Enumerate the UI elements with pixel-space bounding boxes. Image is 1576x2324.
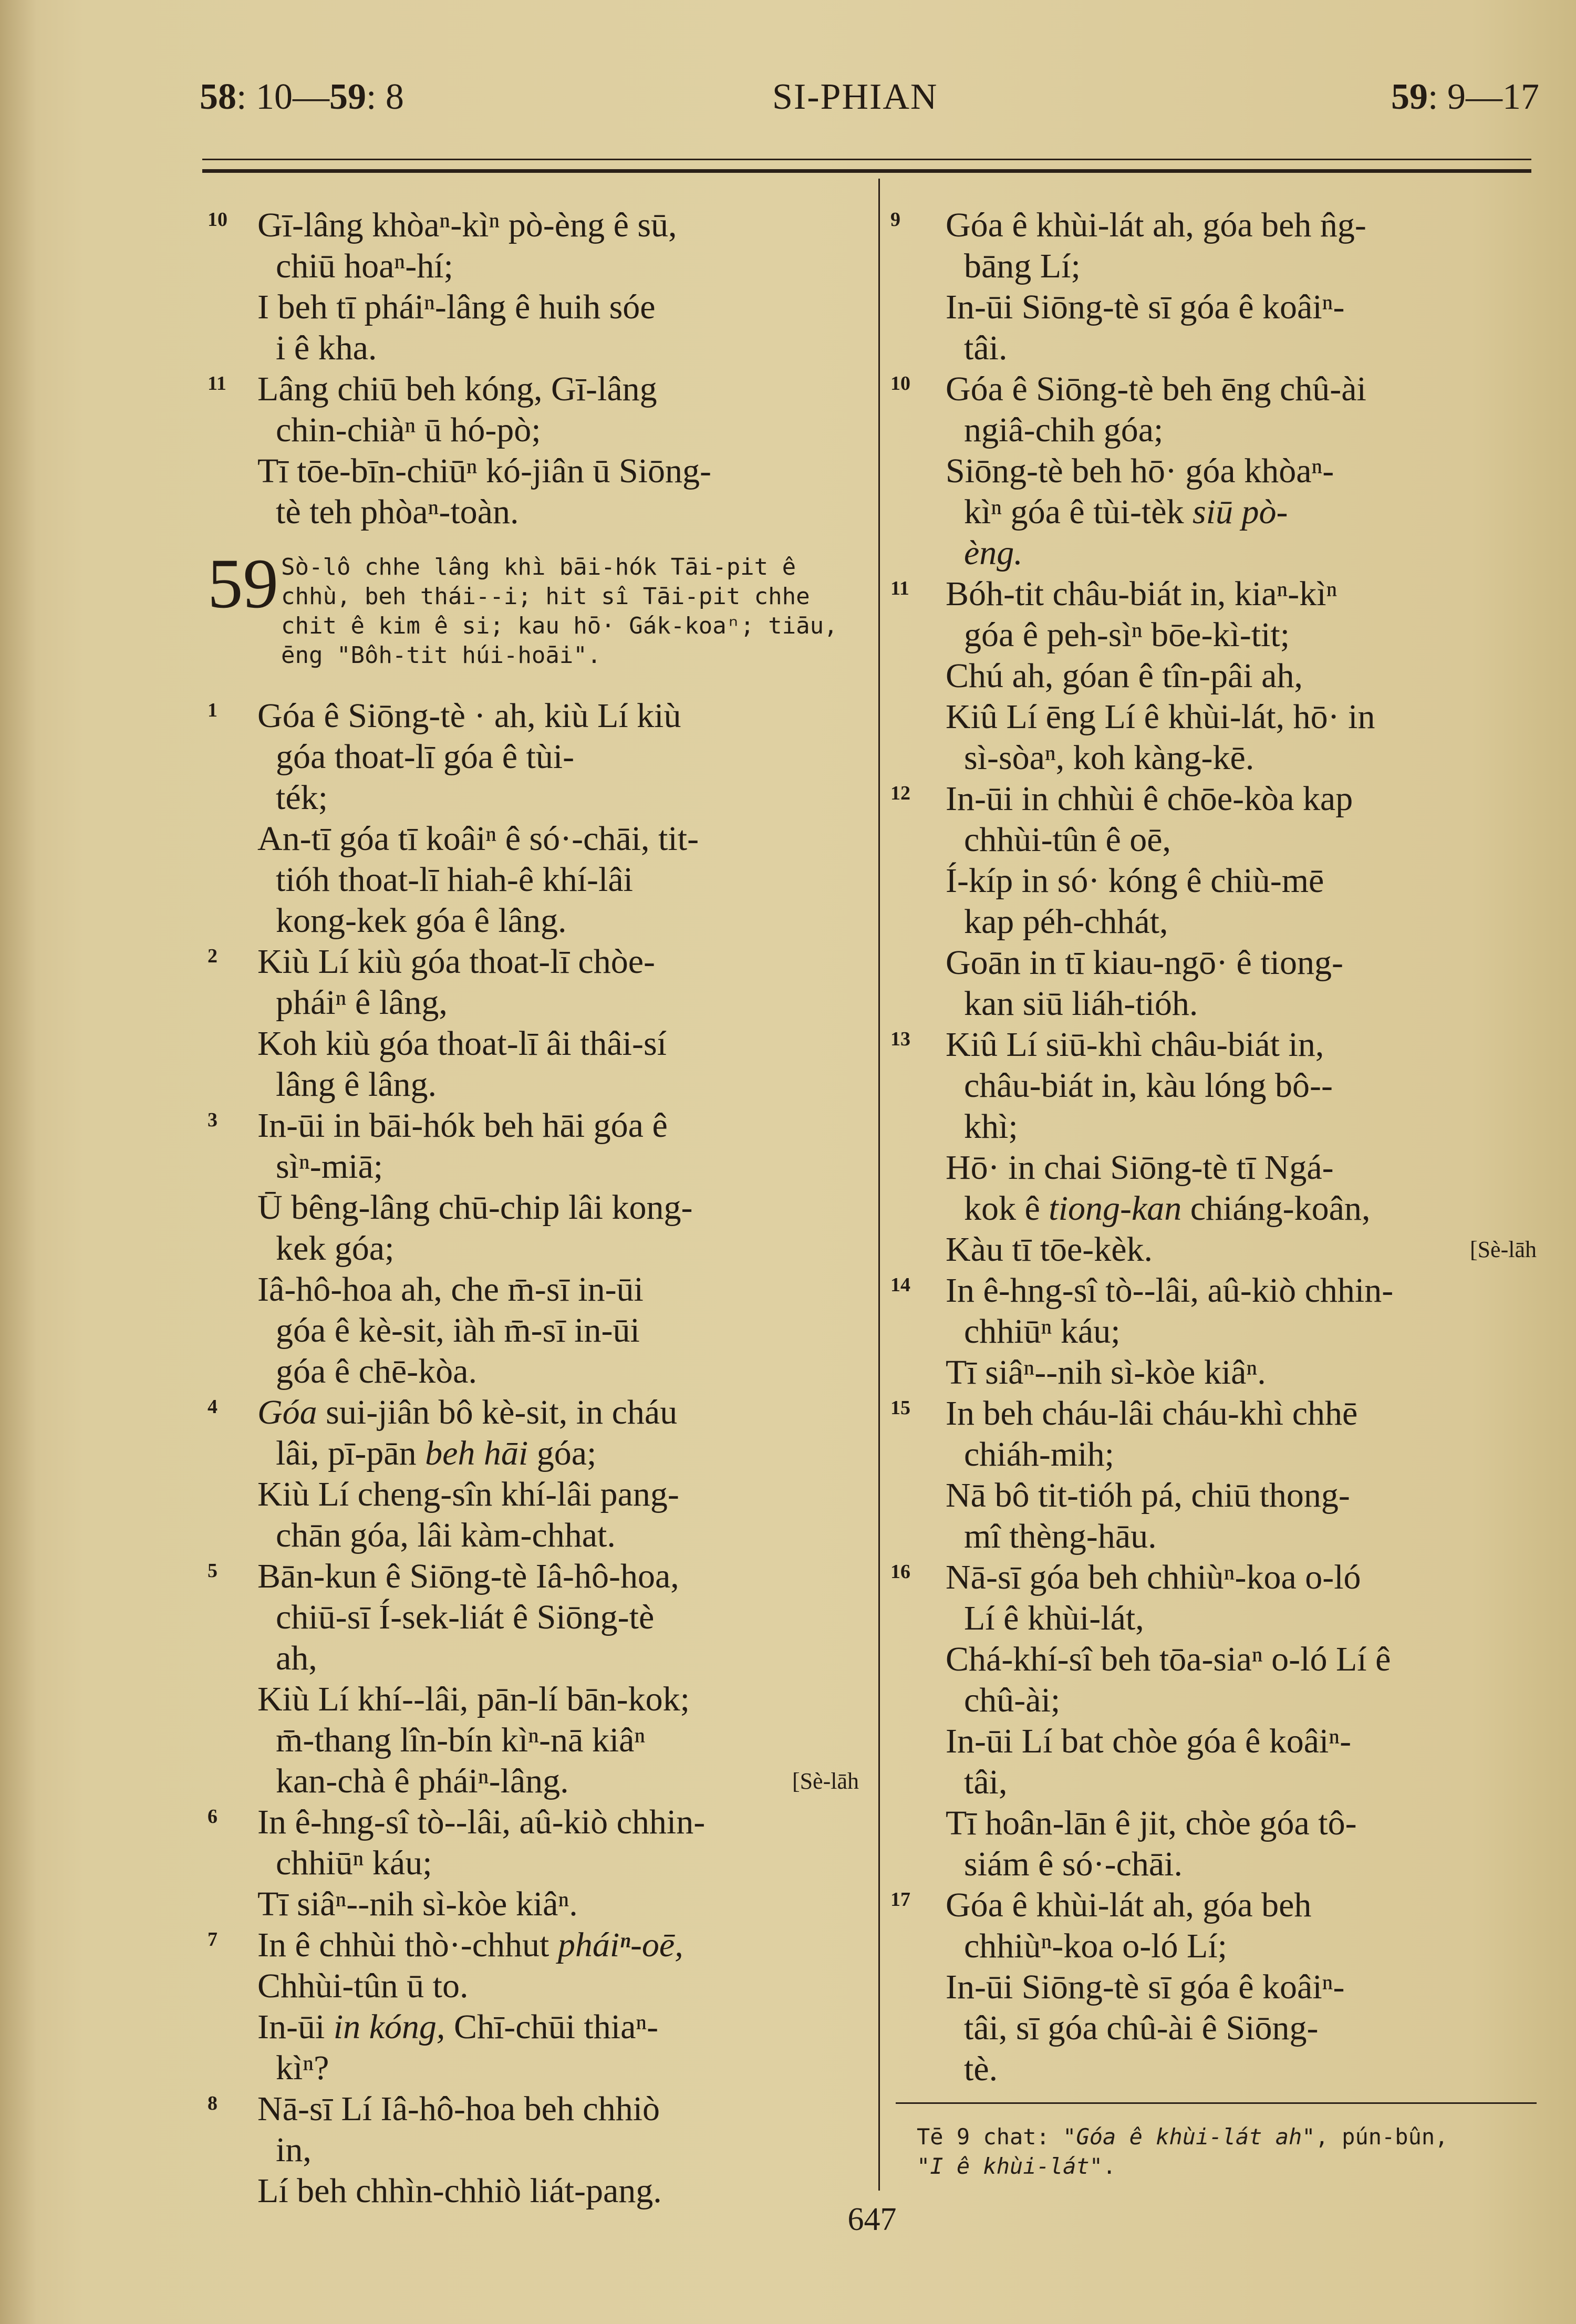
verse-59-11 xyxy=(890,574,1537,779)
verse-line: Í-kíp in só· kóng ê chiù-mē xyxy=(946,862,1324,900)
verse-line: An-tī góa tī koâiⁿ ê só·-chāi, tit- xyxy=(257,819,699,858)
verse-line: In-ūi Siōng-tè sī góa ê koâiⁿ- xyxy=(946,288,1345,326)
verse-line: tâi, xyxy=(964,1763,1008,1801)
verse-line: Lí ê khùi-lát, xyxy=(964,1599,1144,1637)
verse-line: Kiù Lí cheng-sîn khí-lâi pang- xyxy=(257,1475,679,1513)
header-rule-thick xyxy=(202,169,1531,173)
verse-line: góa thoat-lī góa ê tùi- xyxy=(276,738,575,776)
verse-line: chhiūⁿ káu; xyxy=(276,1844,432,1882)
verse-line: chiū hoaⁿ-hí; xyxy=(276,247,453,285)
verse-59-7 xyxy=(208,1925,859,2089)
verse-number: 17 xyxy=(890,1889,910,1911)
footnote-quote: "I ê khùi-lát" xyxy=(917,2153,1103,2179)
verse-line: Góa ê khùi-lát ah, góa beh n̂g- xyxy=(946,206,1366,244)
verse-line: tâi. xyxy=(964,329,1008,367)
verse-number: 8 xyxy=(208,2092,217,2114)
footnote-prefix: Tē 9 chat: xyxy=(917,2124,1063,2150)
verse-number: 11 xyxy=(208,372,226,395)
verse-line xyxy=(919,533,1537,574)
verse-line: Iâ-hô-hoa ah, che m̄-sī in-ūi xyxy=(257,1270,644,1309)
verse-text: góa; xyxy=(528,1434,597,1472)
verse-line: góa ê chē-kòa. xyxy=(276,1352,477,1391)
verse-59-6 xyxy=(208,1802,859,1925)
verse-line: siám ê só·-chāi. xyxy=(964,1845,1183,1883)
verse-line: Kiù Lí khí--lâi, pān-lí bān-kok; xyxy=(257,1680,690,1718)
verse-line: chin-chiàⁿ ū hó-pò; xyxy=(276,411,541,449)
verse-line xyxy=(231,1433,859,1474)
verse-59-9 xyxy=(890,205,1537,369)
verse-line: Gī-lâng khòaⁿ-kìⁿ pò-èng ê sū, xyxy=(257,206,677,244)
verse-59-12 xyxy=(890,779,1537,1024)
verse-59-4 xyxy=(208,1392,859,1556)
verse-number: 10 xyxy=(208,209,227,231)
verse-59-8 xyxy=(208,2089,859,2212)
verse-line: góa ê peh-sìⁿ bōe-kì-tit; xyxy=(964,616,1290,654)
italic-word: in kóng, xyxy=(333,2008,445,2046)
verse-59-15 xyxy=(890,1393,1537,1557)
verse-line: chû-ài; xyxy=(964,1681,1061,1719)
verse-line: chhùi-tûn ê oē, xyxy=(964,821,1171,859)
verse-line: Chhùi-tûn ū to. xyxy=(257,1967,469,2005)
chapter-number: 59 xyxy=(208,545,278,623)
verse-text: In ê chhùi thò·-chhut xyxy=(257,1926,558,1964)
verse-line xyxy=(231,1761,859,1802)
verse-line: i ê kha. xyxy=(276,329,377,367)
verse-line: mî thèng-hāu. xyxy=(964,1517,1157,1555)
verse-line: kap péh-chhát, xyxy=(964,902,1168,941)
page-number: 647 xyxy=(847,2202,897,2237)
column-divider xyxy=(878,179,880,2191)
verse-line: Nā-sī góa beh chhiùⁿ-koa o-ló xyxy=(946,1558,1361,1596)
verse-line: kong-kek góa ê lâng. xyxy=(276,901,567,940)
verse-number: 3 xyxy=(208,1109,217,1131)
selah-tag: [Sè-lāh xyxy=(792,1768,859,1794)
verse-59-16 xyxy=(890,1557,1537,1885)
verse-line: chhiùⁿ-koa o-ló Lí; xyxy=(964,1927,1227,1965)
verse-line: kek góa; xyxy=(276,1229,395,1268)
verse-line xyxy=(919,1188,1537,1229)
footnote-text: . xyxy=(1103,2153,1116,2179)
verse-line: Nā bô tit-tióh pá, chiū thong- xyxy=(946,1476,1350,1514)
verse-text: kan-chà ê pháiⁿ-lâng. xyxy=(276,1762,569,1800)
verse-line: Góa ê Siōng-tè · ah, kiù Lí kiù xyxy=(257,697,681,735)
verse-line xyxy=(231,1925,859,1966)
footnote xyxy=(917,2122,1542,2181)
verse-58-10 xyxy=(208,205,859,369)
verse-number: 16 xyxy=(890,1561,910,1583)
verse-text: sui-jiân bô kè-sit, in cháu xyxy=(317,1393,678,1431)
verse-59-13 xyxy=(890,1024,1537,1270)
verse-line: Bóh-tit châu-biát in, kiaⁿ-kìⁿ xyxy=(946,575,1337,613)
verse-line: bāng Lí; xyxy=(964,247,1081,285)
header-rule-thin xyxy=(202,159,1531,160)
verse-line: Siōng-tè beh hō· góa khòaⁿ- xyxy=(946,452,1334,490)
verse-line: Lâng chiū beh kóng, Gī-lâng xyxy=(257,370,657,408)
verse-line: chhiūⁿ káu; xyxy=(964,1312,1121,1351)
verse-number: 1 xyxy=(208,699,217,721)
verse-number: 14 xyxy=(890,1274,910,1296)
verse-line: Ū bêng-lâng chū-chip lâi kong- xyxy=(257,1188,693,1227)
italic-word: beh hāi xyxy=(425,1434,528,1472)
verse-line: In-ūi in chhùi ê chōe-kòa kap xyxy=(946,780,1353,818)
verse-line: ték; xyxy=(276,779,328,817)
verse-line: chiū-sī Í-sek-liát ê Siōng-tè xyxy=(276,1598,655,1636)
verse-line: Tī siâⁿ--nih sì-kòe kiâⁿ. xyxy=(257,1885,578,1923)
verse-line: In-ūi Siōng-tè sī góa ê koâiⁿ- xyxy=(946,1968,1345,2006)
verse-line: Bān-kun ê Siōng-tè Iâ-hô-hoa, xyxy=(257,1557,679,1595)
verse-line: pháiⁿ ê lâng, xyxy=(276,983,448,1022)
verse-text: Kàu tī tōe-kèk. xyxy=(946,1230,1153,1269)
italic-word: èng. xyxy=(964,534,1023,572)
right-column xyxy=(890,205,1537,2090)
footnote-text: , pún-bûn, xyxy=(1315,2124,1448,2150)
verse-text: In-ūi xyxy=(257,2008,334,2046)
verse-line: Kiù Lí kiù góa thoat-lī chòe- xyxy=(257,942,655,981)
verse-line: ngiâ-chih góa; xyxy=(964,411,1164,449)
verse-line: Goān in tī kiau-ngō· ê tiong- xyxy=(946,943,1344,982)
verse-59-17 xyxy=(890,1885,1537,2090)
header-right-reference: 59: 9—17 xyxy=(1391,77,1539,117)
verse-line: I beh tī pháiⁿ-lâng ê huih sóe xyxy=(257,288,656,326)
verse-line: Kiû Lí siū-khì châu-biát in, xyxy=(946,1025,1324,1064)
verse-line: Chú ah, góan ê tîn-pâi ah, xyxy=(946,657,1303,695)
verse-line: In-ūi Lí bat chòe góa ê koâiⁿ- xyxy=(946,1722,1352,1760)
verse-line: Nā-sī Lí Iâ-hô-hoa beh chhiò xyxy=(257,2090,660,2128)
verse-59-2 xyxy=(208,941,859,1105)
verse-line: sì-sòaⁿ, koh kàng-kē. xyxy=(964,739,1254,777)
verse-line: Hō· in chai Siōng-tè tī Ngá- xyxy=(946,1148,1334,1187)
verse-number: 7 xyxy=(208,1928,217,1950)
verse-number: 10 xyxy=(890,372,910,395)
verse-text: Chī-chūi thiaⁿ- xyxy=(445,2008,659,2046)
verse-line: chān góa, lâi kàm-chhat. xyxy=(276,1516,616,1554)
footnote-quote: "Góa ê khùi-lát ah" xyxy=(1063,2124,1315,2150)
verse-line: Góa ê Siōng-tè beh ēng chû-ài xyxy=(946,370,1366,408)
verse-line: Lí beh chhìn-chhiò liát-pang. xyxy=(257,2172,662,2210)
header-left-reference: 58: 10—59: 8 xyxy=(200,77,404,117)
verse-line: ah, xyxy=(276,1639,317,1677)
left-column xyxy=(208,205,859,2212)
verse-line: sìⁿ-miā; xyxy=(276,1147,383,1186)
verse-line: tâi, sī góa chû-ài ê Siōng- xyxy=(964,2009,1319,2047)
verse-number: 6 xyxy=(208,1806,217,1828)
italic-word: Góa xyxy=(257,1393,317,1431)
verse-text: chiáng-koân, xyxy=(1181,1189,1371,1228)
verse-line: Góa ê khùi-lát ah, góa beh xyxy=(946,1886,1312,1924)
chapter-heading xyxy=(208,545,859,688)
verse-line: m̄-thang lîn-bín kìⁿ-nā kiâⁿ xyxy=(276,1721,646,1759)
verse-number: 2 xyxy=(208,945,217,967)
verse-text: kok ê xyxy=(964,1189,1049,1228)
verse-line: in, xyxy=(276,2131,312,2169)
verse-line: In ê-hng-sî tò--lâi, aû-kiò chhin- xyxy=(257,1803,706,1841)
verse-59-10 xyxy=(890,369,1537,574)
verse-line: chiáh-mih; xyxy=(964,1435,1114,1474)
verse-line: Chá-khí-sî beh tōa-siaⁿ o-ló Lí ê xyxy=(946,1640,1391,1678)
verse-line: khì; xyxy=(964,1107,1018,1146)
verse-59-14 xyxy=(890,1270,1537,1393)
verse-58-11 xyxy=(208,369,859,533)
verse-59-5 xyxy=(208,1556,859,1802)
verse-line: kìⁿ? xyxy=(276,2049,329,2087)
verse-line: kan siū liáh-tióh. xyxy=(964,984,1198,1023)
verse-line: tióh thoat-lī hiah-ê khí-lâi xyxy=(276,860,633,899)
verse-text: lâi, pī-pān xyxy=(276,1434,426,1472)
verse-number: 5 xyxy=(208,1560,217,1582)
verse-number: 4 xyxy=(208,1396,217,1418)
italic-word: pháiⁿ-oē, xyxy=(557,1926,683,1964)
verse-line: Tī siâⁿ--nih sì-kòe kiâⁿ. xyxy=(946,1353,1266,1392)
verse-number: 9 xyxy=(890,209,900,231)
verse-line: Koh kiù góa thoat-lī âi thâi-sí xyxy=(257,1024,667,1063)
verse-line xyxy=(919,492,1537,533)
verse-line: In beh cháu-lâi cháu-khì chhē xyxy=(946,1394,1358,1433)
verse-line: Kiû Lí ēng Lí ê khùi-lát, hō· in xyxy=(946,698,1375,736)
verse-number: 15 xyxy=(890,1397,910,1419)
selah-tag: [Sè-lāh xyxy=(1469,1237,1537,1262)
verse-text: kìⁿ góa ê tùi-tèk xyxy=(964,493,1193,531)
verse-line xyxy=(231,1392,859,1433)
running-header xyxy=(200,76,1539,123)
verse-line xyxy=(919,1229,1537,1270)
verse-number: 13 xyxy=(890,1028,910,1050)
verse-59-3 xyxy=(208,1105,859,1392)
verse-line: Tī tōe-bīn-chiūⁿ kó-jiân ū Siōng- xyxy=(257,452,711,490)
verse-line: In ê-hng-sî tò--lâi, aû-kiò chhin- xyxy=(946,1271,1394,1310)
verse-line: In-ūi in bāi-hók beh hāi góa ê xyxy=(257,1106,668,1145)
italic-word: tiong-kan xyxy=(1049,1189,1182,1228)
verse-line: lâng ê lâng. xyxy=(276,1065,437,1104)
verse-line: tè. xyxy=(964,2050,998,2088)
verse-line: tè teh phòaⁿ-toàn. xyxy=(276,493,519,531)
verse-line: châu-biát in, kàu lóng bô-- xyxy=(964,1066,1333,1105)
verse-number: 11 xyxy=(890,577,909,599)
verse-line: Tī hoân-lān ê jit, chòe góa tô- xyxy=(946,1804,1357,1842)
header-book-title: SI-PHIAN xyxy=(772,77,938,117)
chapter-summary: Sò-lô chhe lâng khì bāi-hók Tāi-pit ê chhù, beh thái--i; hit sî Tāi-pit chhe chit ê kim ê si; kau hō· Gák-koaⁿ; tiāu, ēng "Bôh-tit húi-hoāi". xyxy=(281,554,838,669)
italic-word: siū pò- xyxy=(1193,493,1288,531)
verse-line: góa ê kè-sit, iàh m̄-sī in-ūi xyxy=(276,1311,640,1350)
footnote-rule xyxy=(896,2102,1537,2104)
verse-59-1 xyxy=(208,696,859,941)
verse-number: 12 xyxy=(890,782,910,804)
verse-line xyxy=(231,2007,859,2048)
